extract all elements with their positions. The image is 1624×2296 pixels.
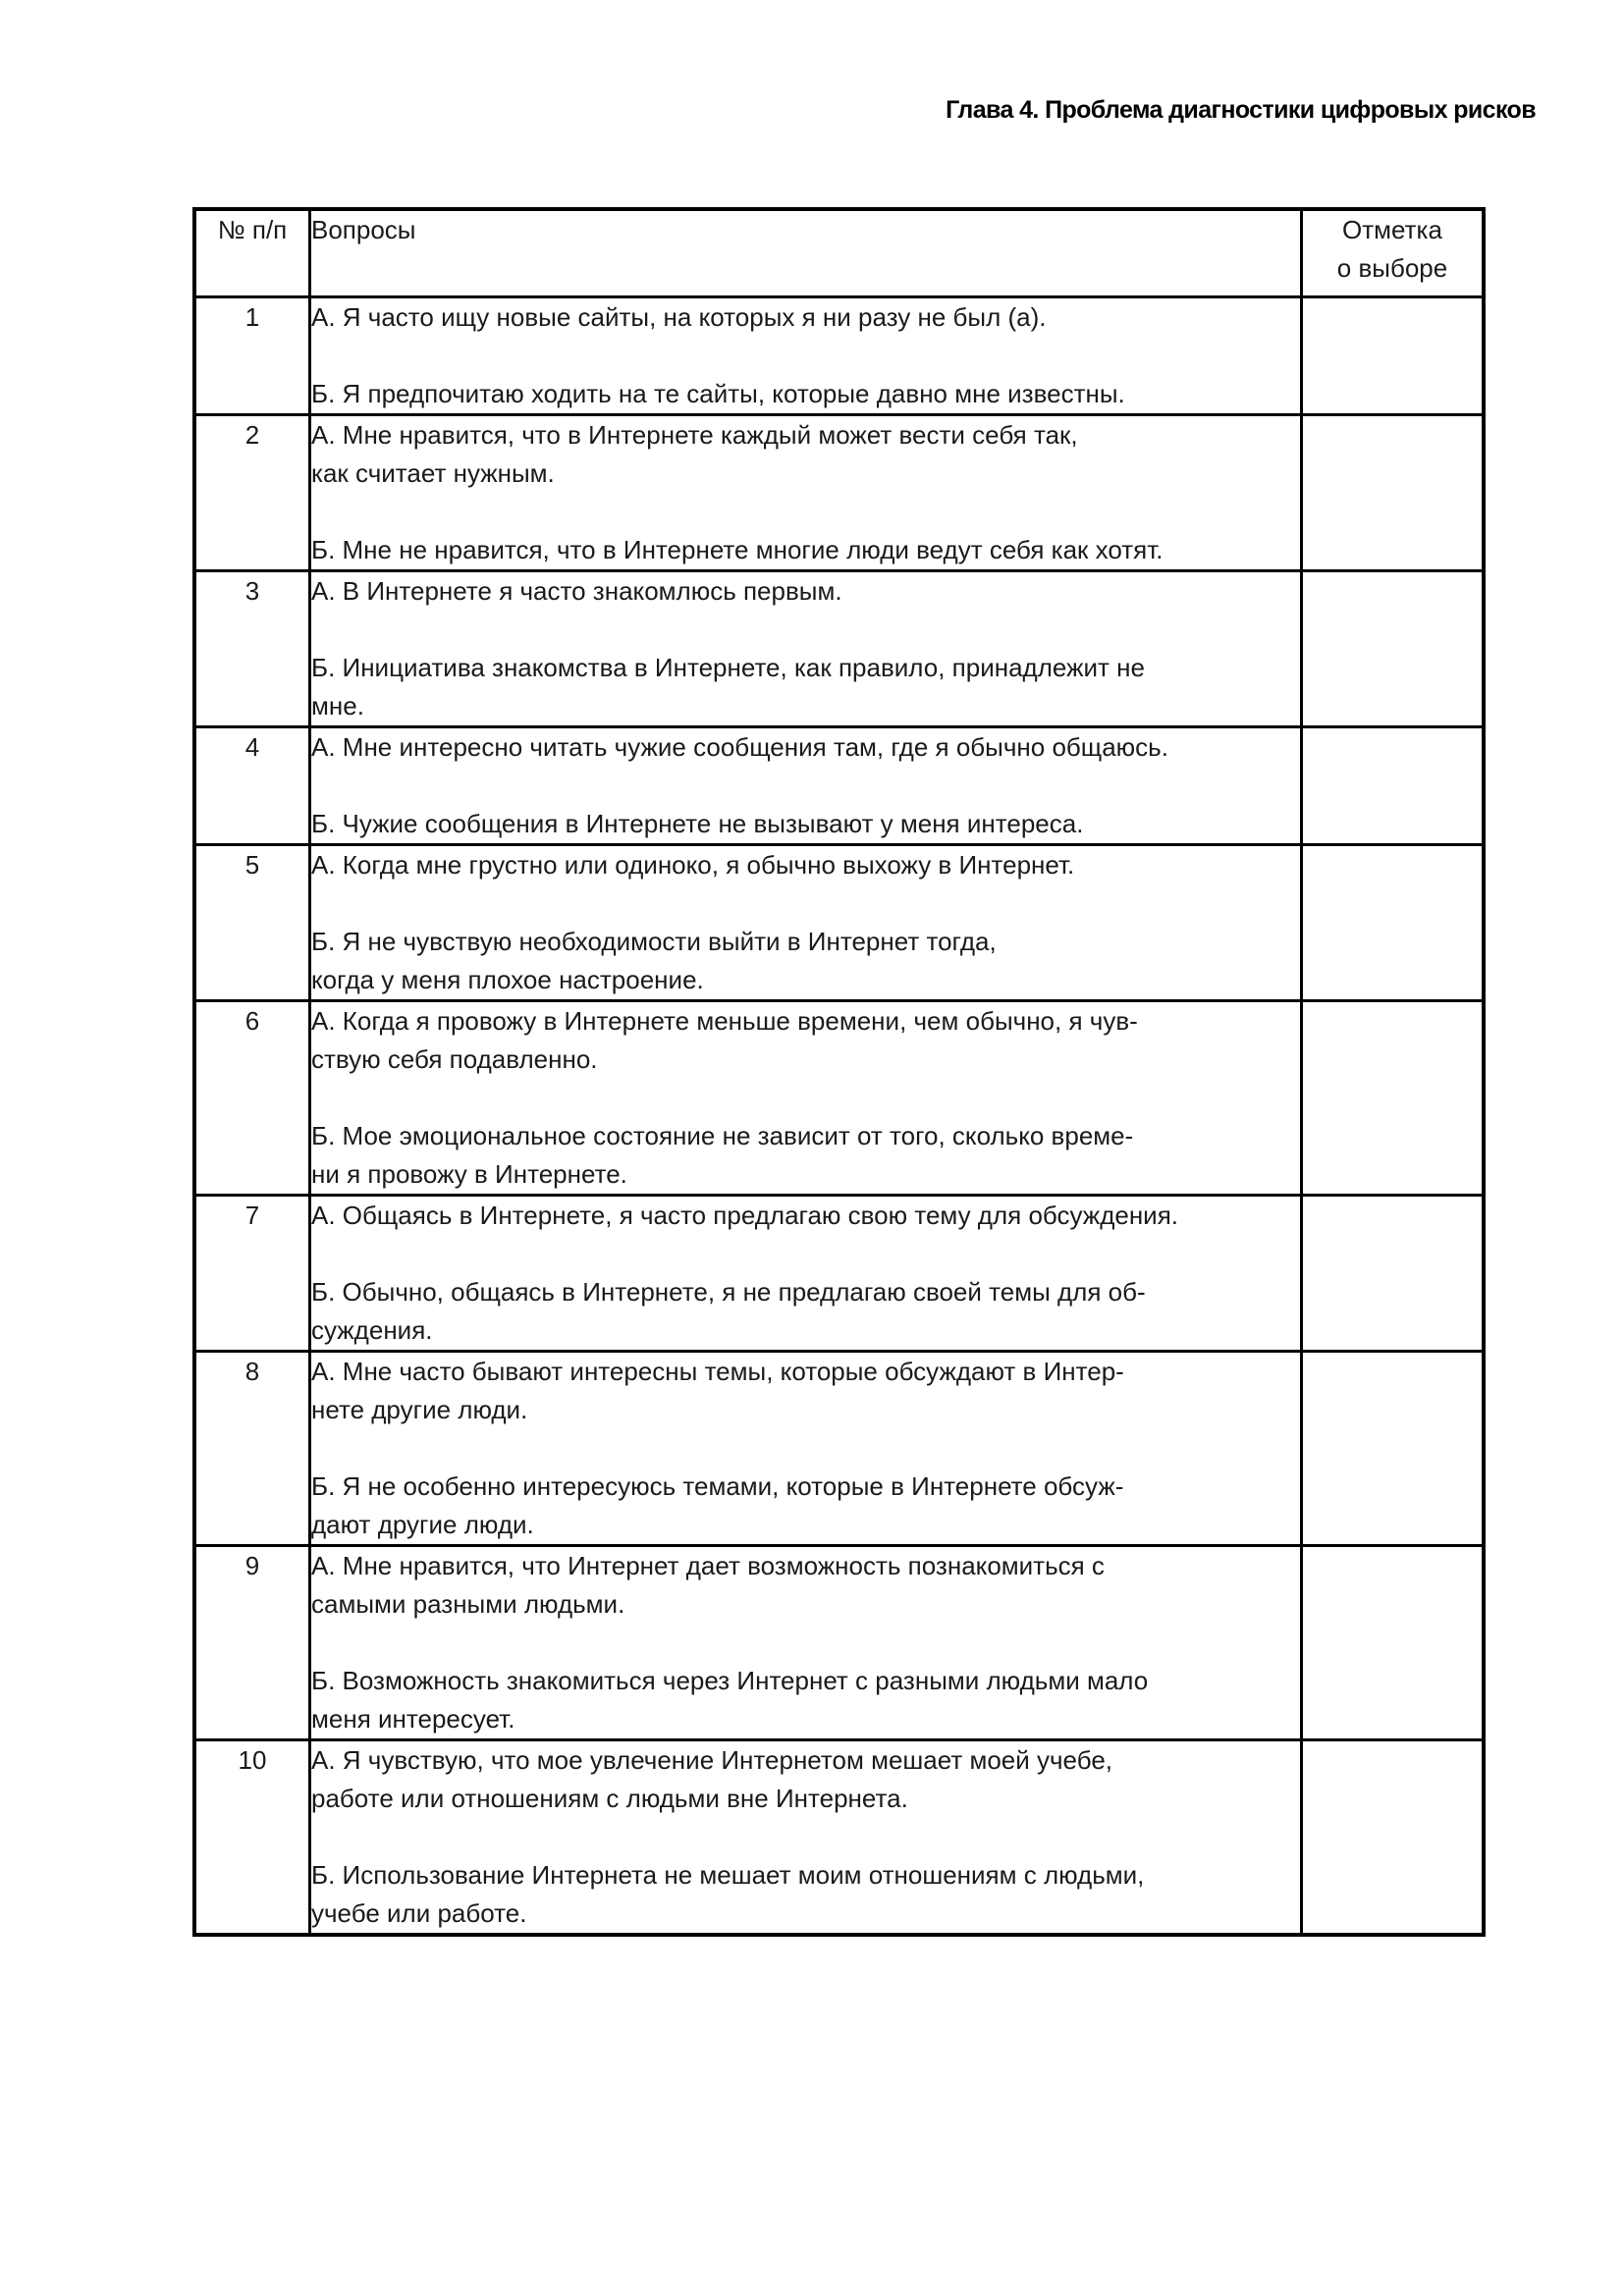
option-a-text: А. В Интернете я часто знакомлюсь первым.: [311, 575, 842, 606]
option-b-text: Б. Я предпочитаю ходить на те сайты, которые давно мне известны.: [311, 378, 1125, 408]
question-cell: [310, 570, 1302, 726]
table-row: [194, 726, 1484, 844]
question-cell: [310, 844, 1302, 1000]
option-b-text: ни я провожу в Интернете.: [311, 1158, 627, 1189]
option-a-text: А. Общаясь в Интернете, я часто предлагаю свою тему для обсуждения.: [311, 1200, 1179, 1230]
option-b-text: суждения.: [311, 1314, 433, 1345]
row-number: 5: [194, 844, 310, 1000]
option-a-text: ствую себя подавленно.: [311, 1043, 598, 1074]
question-cell: [310, 1000, 1302, 1195]
option-b-text: мне.: [311, 690, 364, 721]
option-b-text: Б. Я не чувствую необходимости выйти в Интернет тогда,: [311, 926, 997, 956]
row-number: 2: [194, 414, 310, 570]
row-number: 8: [194, 1351, 310, 1545]
option-b-text: дают другие люди.: [311, 1509, 534, 1539]
table-body: [194, 296, 1484, 1935]
option-spacer: [311, 767, 1300, 805]
option-spacer: [311, 493, 1300, 531]
choice-mark-cell[interactable]: [1302, 414, 1485, 570]
option-b-text: учебе или работе.: [311, 1897, 527, 1928]
choice-mark-cell[interactable]: [1302, 570, 1485, 726]
table-header-row: [194, 209, 1484, 296]
option-a-text: А. Мне часто бывают интересны темы, которые обсуждают в Интер-: [311, 1356, 1124, 1386]
table-row: [194, 414, 1484, 570]
option-a-text: А. Я чувствую, что мое увлечение Интернетом мешает моей учебе,: [311, 1744, 1113, 1775]
option-spacer: [311, 884, 1300, 923]
option-b-text: Б. Чужие сообщения в Интернете не вызывают у меня интереса.: [311, 808, 1084, 838]
option-b-text: когда у меня плохое настроение.: [311, 964, 704, 994]
table-row: [194, 1195, 1484, 1351]
option-b-text: Б. Мне не нравится, что в Интернете многие люди ведут себя как хотят.: [311, 534, 1164, 564]
question-cell: [310, 1351, 1302, 1545]
question-cell: [310, 1545, 1302, 1739]
row-number: 10: [194, 1739, 310, 1935]
question-cell: [310, 726, 1302, 844]
row-number: 7: [194, 1195, 310, 1351]
option-a-text: самыми разными людьми.: [311, 1588, 625, 1619]
option-a-text: работе или отношениям с людьми вне Интернета.: [311, 1783, 908, 1813]
option-b-text: Б. Возможность знакомиться через Интернет с разными людьми мало: [311, 1665, 1149, 1695]
choice-mark-cell[interactable]: [1302, 726, 1485, 844]
option-b-text: меня интересует.: [311, 1703, 515, 1734]
choice-mark-cell[interactable]: [1302, 1195, 1485, 1351]
option-b-text: Б. Я не особенно интересуюсь темами, которые в Интернете обсуж-: [311, 1470, 1124, 1501]
choice-mark-cell[interactable]: [1302, 844, 1485, 1000]
table-row: [194, 296, 1484, 414]
column-header-mark-line2: о выборе: [1336, 253, 1448, 283]
option-a-text: как считает нужным.: [311, 457, 555, 488]
table-row: [194, 1000, 1484, 1195]
column-header-mark: [1302, 209, 1485, 296]
option-a-text: А. Мне интересно читать чужие сообщения там, где я обычно общаюсь.: [311, 731, 1168, 762]
choice-mark-cell[interactable]: [1302, 1351, 1485, 1545]
table-row: [194, 1739, 1484, 1935]
choice-mark-cell[interactable]: [1302, 1000, 1485, 1195]
column-header-mark-line1: Отметка: [1342, 215, 1442, 244]
choice-mark-cell[interactable]: [1302, 1545, 1485, 1739]
row-number: 9: [194, 1545, 310, 1739]
option-a-text: А. Когда я провожу в Интернете меньше времени, чем обычно, я чув-: [311, 1005, 1138, 1036]
column-header-questions: Вопросы: [310, 209, 1302, 296]
table-row: [194, 1351, 1484, 1545]
row-number: 1: [194, 296, 310, 414]
option-spacer: [311, 1429, 1300, 1468]
option-a-text: нете другие люди.: [311, 1394, 528, 1424]
table-row: [194, 1545, 1484, 1739]
option-b-text: Б. Использование Интернета не мешает моим отношениям с людьми,: [311, 1859, 1145, 1890]
option-a-text: А. Когда мне грустно или одиноко, я обычно выхожу в Интернет.: [311, 849, 1075, 880]
choice-mark-cell[interactable]: [1302, 1739, 1485, 1935]
option-a-text: А. Мне нравится, что в Интернете каждый может вести себя так,: [311, 419, 1078, 450]
option-b-text: Б. Инициатива знакомства в Интернете, как правило, принадлежит не: [311, 652, 1145, 682]
row-number: 3: [194, 570, 310, 726]
option-spacer: [311, 1079, 1300, 1117]
row-number: 6: [194, 1000, 310, 1195]
option-spacer: [311, 611, 1300, 649]
table-row: [194, 570, 1484, 726]
option-b-text: Б. Обычно, общаясь в Интернете, я не предлагаю своей темы для об-: [311, 1276, 1146, 1307]
option-spacer: [311, 1818, 1300, 1856]
question-cell: [310, 1195, 1302, 1351]
option-spacer: [311, 337, 1300, 375]
option-a-text: А. Мне нравится, что Интернет дает возможность познакомиться с: [311, 1550, 1105, 1580]
question-cell: [310, 296, 1302, 414]
column-header-number: № п/п: [194, 209, 310, 296]
chapter-header: Глава 4. Проблема диагностики цифровых рисков: [946, 96, 1536, 124]
question-cell: [310, 414, 1302, 570]
questionnaire-table: [192, 207, 1486, 1937]
row-number: 4: [194, 726, 310, 844]
option-spacer: [311, 1624, 1300, 1662]
question-cell: [310, 1739, 1302, 1935]
option-spacer: [311, 1235, 1300, 1273]
choice-mark-cell[interactable]: [1302, 296, 1485, 414]
table-row: [194, 844, 1484, 1000]
option-a-text: А. Я часто ищу новые сайты, на которых я ни разу не был (а).: [311, 301, 1047, 332]
option-b-text: Б. Мое эмоциональное состояние не зависит от того, сколько време-: [311, 1120, 1134, 1150]
